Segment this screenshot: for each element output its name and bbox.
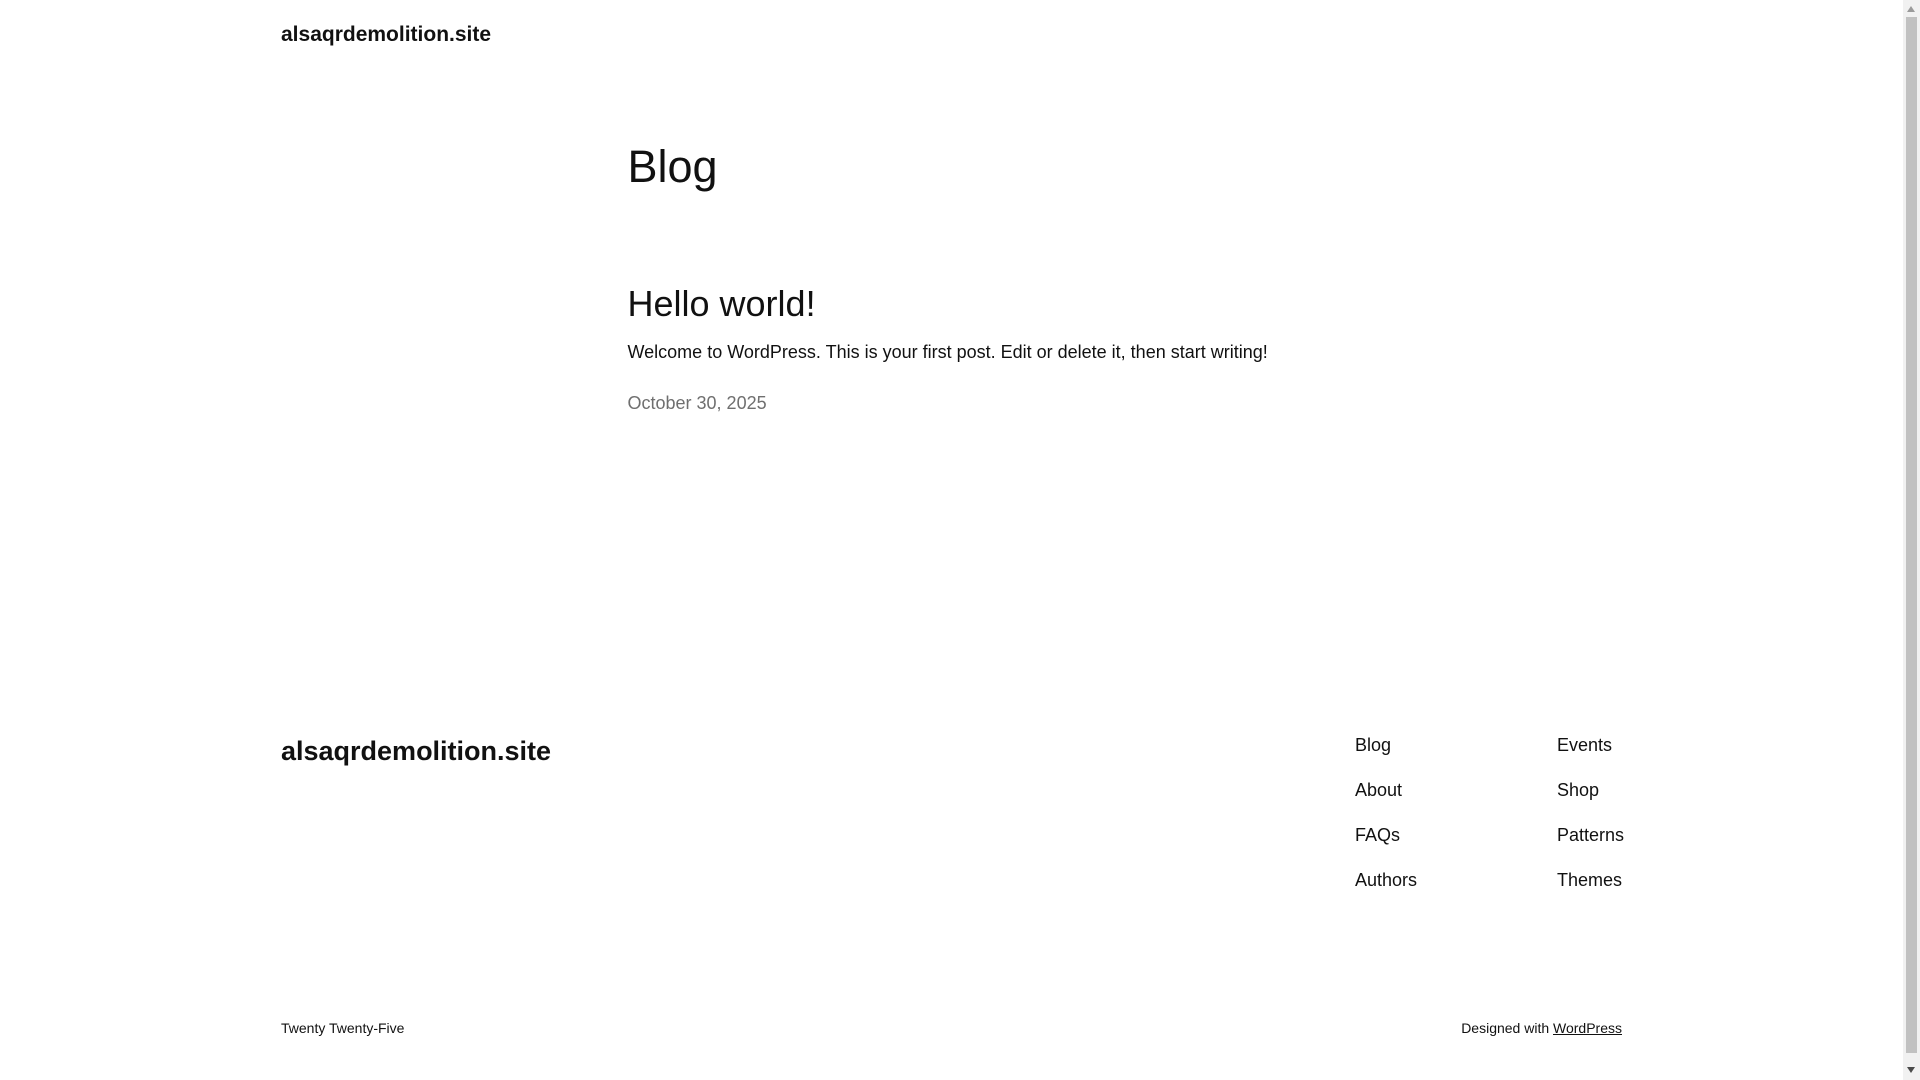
page-container <box>281 0 1625 1080</box>
post-excerpt: Welcome to WordPress. This is your first post. Edit or delete it, then start writing! <box>627 342 1268 363</box>
footer-site-title: alsaqrdemolition.site <box>281 736 552 766</box>
site-footer <box>281 735 1625 890</box>
footer-nav-shop[interactable]: Shop <box>1557 780 1600 800</box>
designed-with-credit <box>1461 1020 1622 1037</box>
footer-nav-blog[interactable]: Blog <box>1355 735 1392 755</box>
content-column <box>628 140 1276 415</box>
footer-nav-events[interactable]: Events <box>1557 735 1613 755</box>
site-header <box>281 0 1622 47</box>
post-date: October 30, 2025 <box>627 392 767 413</box>
footer-nav-column-1 <box>1355 736 1417 916</box>
footer-nav-faqs[interactable]: FAQs <box>1355 825 1401 845</box>
footer-nav-column-2 <box>1557 736 1624 916</box>
page-title: Blog <box>627 141 718 193</box>
post-item <box>628 282 1276 415</box>
wordpress-link[interactable]: WordPress <box>1553 1020 1622 1036</box>
footer-nav-patterns[interactable]: Patterns <box>1557 825 1625 845</box>
footer-nav-authors[interactable]: Authors <box>1355 870 1418 890</box>
scrollbar-up-icon[interactable] <box>1907 6 1915 12</box>
theme-name: Twenty Twenty-Five <box>281 1020 405 1036</box>
scrollbar-thumb[interactable] <box>1906 17 1917 1053</box>
header-site-title-link[interactable]: alsaqrdemolition.site <box>281 23 492 46</box>
main-content <box>281 140 1622 415</box>
footer-nav-themes[interactable]: Themes <box>1557 870 1623 890</box>
post-title <box>628 282 1276 325</box>
scrollbar-down-icon[interactable] <box>1907 1067 1915 1073</box>
footer-nav-about[interactable]: About <box>1355 780 1403 800</box>
post-title-link[interactable]: Hello world! <box>627 283 816 325</box>
bottom-credits-bar <box>281 1020 1622 1037</box>
designed-with-text: Designed with <box>1461 1020 1554 1036</box>
scrollbar[interactable] <box>1903 0 1920 1080</box>
